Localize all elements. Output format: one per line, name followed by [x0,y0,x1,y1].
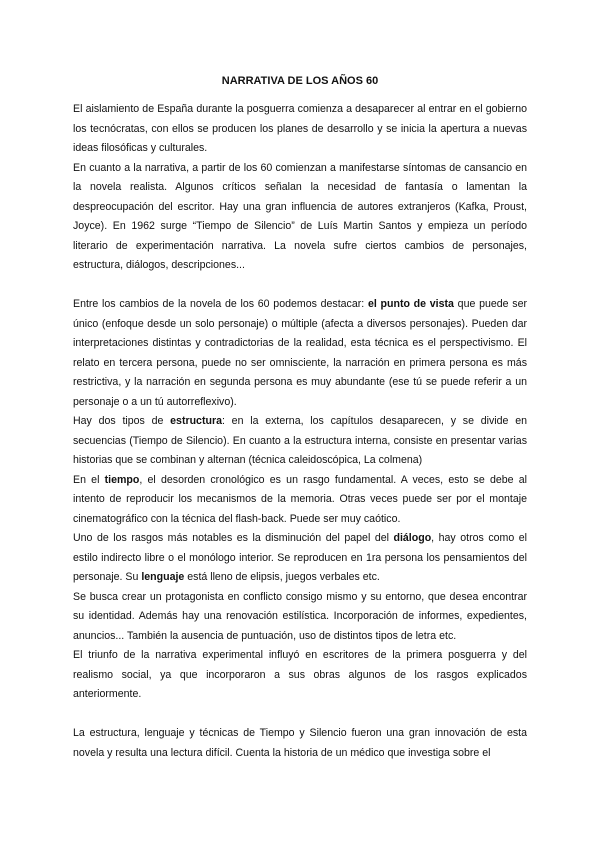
paragraph-text: : en la externa, los capítulos desaparecen, y se divide en secuencias (Tiempo de Silencio). En cuanto a la estructura interna, consiste en presentar varias historias que se combinan y alternan (técnica caleidoscópica, La colmena) [73,415,527,466]
paragraph-text: Se busca crear un protagonista en conflicto consigo mismo y su entorno, que desea encontrar su identidad. Además hay una renovación estilística. Incorporación de informes, expedientes, anuncios... También la ausencia de puntuación, uso de distintos tipos de letra etc. [73,590,527,642]
paragraph-text: En cuanto a la narrativa, a partir de los 60 comienzan a manifestarse síntomas de cansancio en la novela realista. Algunos críticos señalan la necesidad de fantasía o lamentan la despreocupación del escritor. Hay una gran influencia de autores extranjeros (Kafka, Proust, Joyce). En 1962 surge “Tiempo de Silencio” de Luís Martin Santos y empieza un período literario de experimentación narrativa. La novela sufre ciertos cambios de personajes, estructura, diálogos, descripciones... [73,161,527,271]
paragraph [73,471,527,530]
paragraph-list [73,100,527,763]
paragraph-text: La estructura, lenguaje y técnicas de Tiempo y Silencio fueron una gran innovación de esta novela y resulta una lectura difícil. Cuenta la historia de un médico que investiga sobre el [73,727,527,759]
paragraph-text: Entre los cambios de la novela de los 60 podemos destacar: [73,298,368,310]
paragraph-text: , el desorden cronológico es un rasgo fundamental. A veces, esto se debe al intento de reproducir los mecanismos de la memoria. Otras veces puede ser por el montaje cinematográfico con la técnica del flash-back. Puede ser muy caótico. [73,473,527,525]
bold-term: diálogo [393,532,432,544]
paragraph-text: El aislamiento de España durante la posguerra comienza a desaparecer al entrar en el gobierno los tecnócratas, con ellos se producen los planes de desarrollo y se inicia la apertura a nuevas ideas filosóficas y culturales. [73,103,527,154]
bold-term: tiempo [104,473,140,486]
paragraph [73,295,527,412]
bold-term: lenguaje [141,571,185,583]
paragraph-text: , hay otros como el estilo indirecto libre o el monólogo interior. Se reproducen en 1ra persona los pensamientos del personaje. Su [73,532,527,583]
paragraph-gap [73,276,527,296]
paragraph-text: En el [73,473,105,486]
bold-term: el punto de vista [367,298,454,310]
paragraph-gap [73,705,527,725]
paragraph [73,100,527,159]
paragraph-text: El triunfo de la narrativa experimental influyó en escritores de la primera posguerra y del realismo social, ya que incorporaron a sus obras algunos de los rasgos explicados anteriormente. [73,649,527,700]
paragraph-text: está lleno de elipsis, juegos verbales etc. [184,571,380,583]
paragraph [73,412,527,471]
document-body [73,72,527,763]
paragraph-text: que puede ser único (enfoque desde un solo personaje) o múltiple (afecta a diversos personajes). Pueden dar interpretaciones distintas y contradictorias de la realidad, esta técnica es el perspectivismo. El relato en tercera persona, puede no ser omnisciente, la narración en primera persona es más restrictiva, y la narración en segunda persona es muy abundante (ese tú se puede referir a un personaje o a un tú autorreflexivo). [73,298,528,408]
paragraph [73,588,527,647]
paragraph [73,646,527,705]
paragraph [73,529,527,588]
paragraph [73,724,527,763]
paragraph-text: Hay dos tipos de [73,415,171,427]
paragraph-text: Uno de los rasgos más notables es la disminución del papel del [73,532,394,544]
bold-term: estructura [170,415,222,427]
paragraph [73,159,527,276]
document-title: NARRATIVA DE LOS AÑOS 60 [221,75,379,87]
